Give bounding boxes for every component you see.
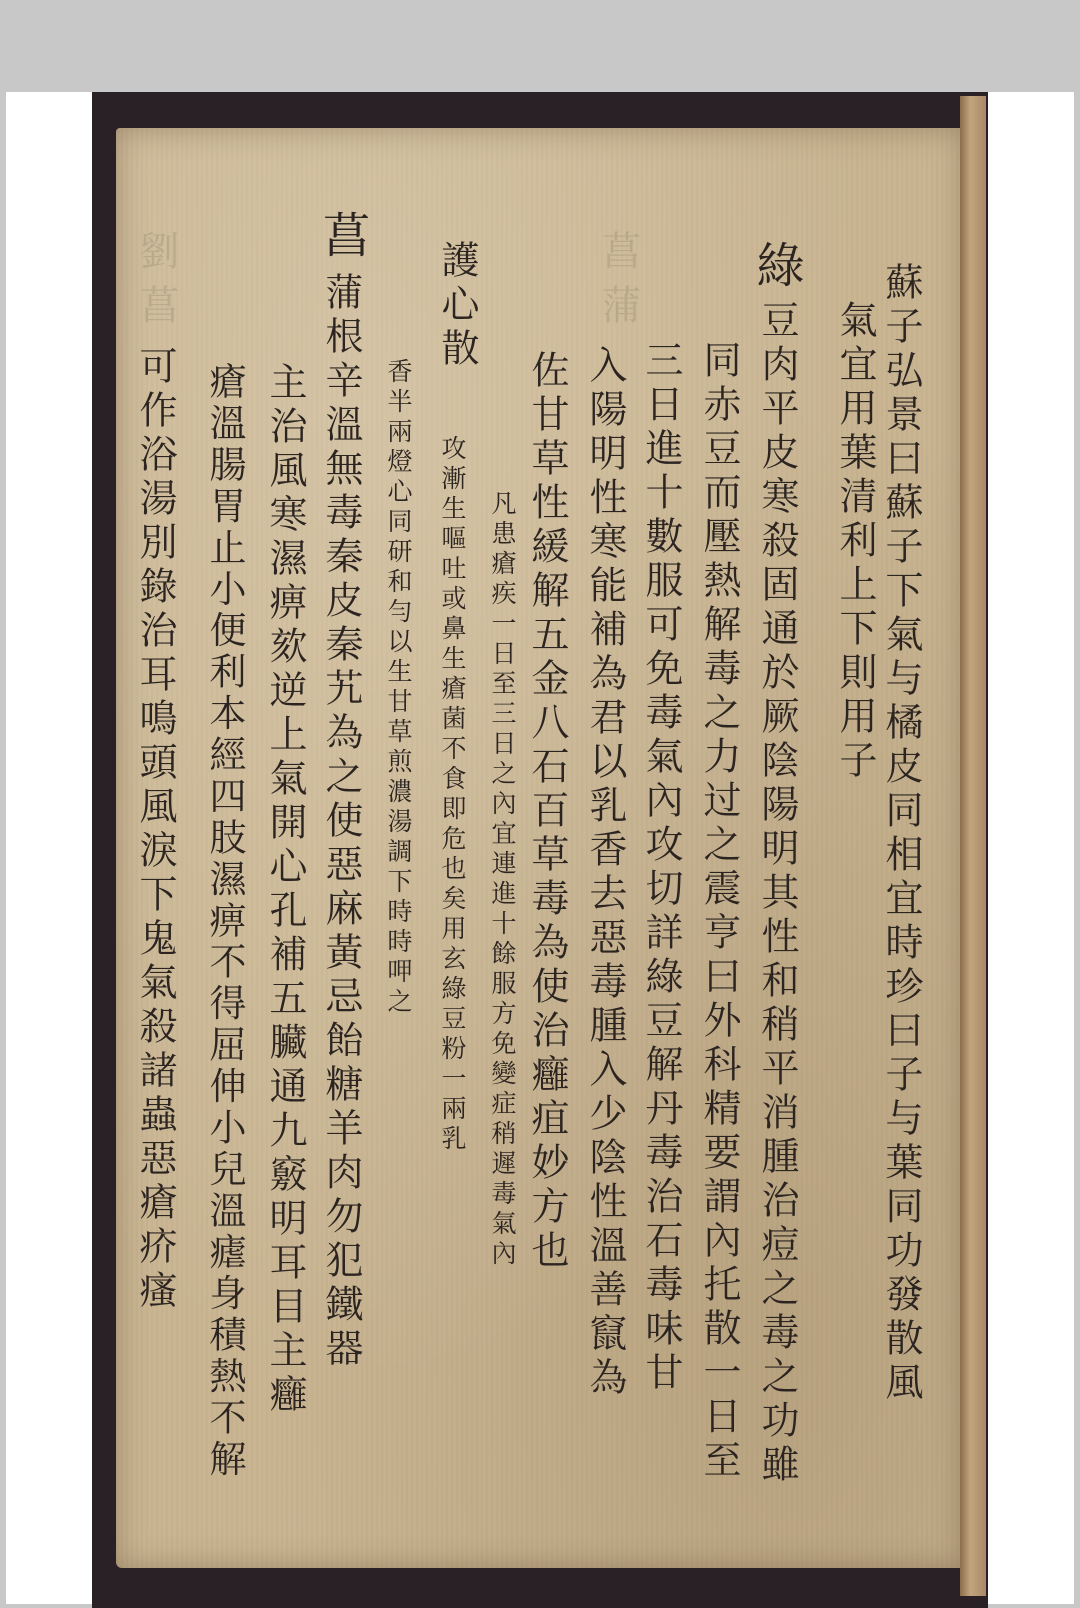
next-page-edge xyxy=(960,96,986,1596)
text-column-5: 同赤豆而壓熱解毒之力过之震亨曰外科精要謂內托散一日至 xyxy=(697,340,741,1484)
text-column-7: 入陽明性寒能補為君以乳香去惡毒腫入少陰性溫善竄為 xyxy=(583,345,627,1401)
text-column-2: 氣宜用葉清利上下則用子 xyxy=(833,300,877,784)
text-column-10: 凡患瘡疾一日至三日之內宜連進十餘服方免變症稍遲毒氣內 xyxy=(488,490,517,1270)
heading-huxinsan: 護心散 xyxy=(435,240,479,372)
text-column-17: 可作浴湯別錄治耳鳴頭風淚下鬼氣殺諸蟲惡瘡疥瘙 xyxy=(133,346,177,1314)
text-column-16: 瘡溫腸胃止小便利本經四肢濕痹不得屈伸小兒溫瘧身積熱不解 xyxy=(203,362,246,1481)
heading-chang: 菖 xyxy=(314,210,370,264)
text-column-4: 豆肉平皮寒殺固通於厥陰陽明其性和稍平消腫治痘之毒之功雖 xyxy=(755,300,799,1488)
text-column-15: 主治風寒濕痹欬逆上氣開心孔補五臟通九竅明耳目主癰 xyxy=(263,362,307,1418)
heading-lu: 綠 xyxy=(748,240,804,294)
text-column-8: 佐甘草性緩解五金八石百草毒為使治癰疽妙方也 xyxy=(525,350,569,1274)
bleed-through-1: 劉菖 xyxy=(133,230,179,338)
text-column-6: 三日進十數服可免毒氣內攻切詳綠豆解丹毒治石毒味甘 xyxy=(639,340,683,1396)
text-column-1: 蘇子弘景曰蘇子下氣与橘皮同相宜時珍曰子与葉同功發散風 xyxy=(879,262,923,1406)
text-column-14: 蒲根辛溫無毒秦皮秦艽為之使惡麻黃忌飴糖羊肉勿犯鐵器 xyxy=(319,272,363,1372)
text-column-12: 香半兩燈心同研和勻以生甘草煎濃湯調下時時呷之 xyxy=(384,358,413,1018)
text-column-11: 攻漸生嘔吐或鼻生瘡菌不食即危也矣用玄綠豆粉一兩乳 xyxy=(438,435,467,1155)
bleed-through-2: 菖蒲 xyxy=(595,230,641,338)
